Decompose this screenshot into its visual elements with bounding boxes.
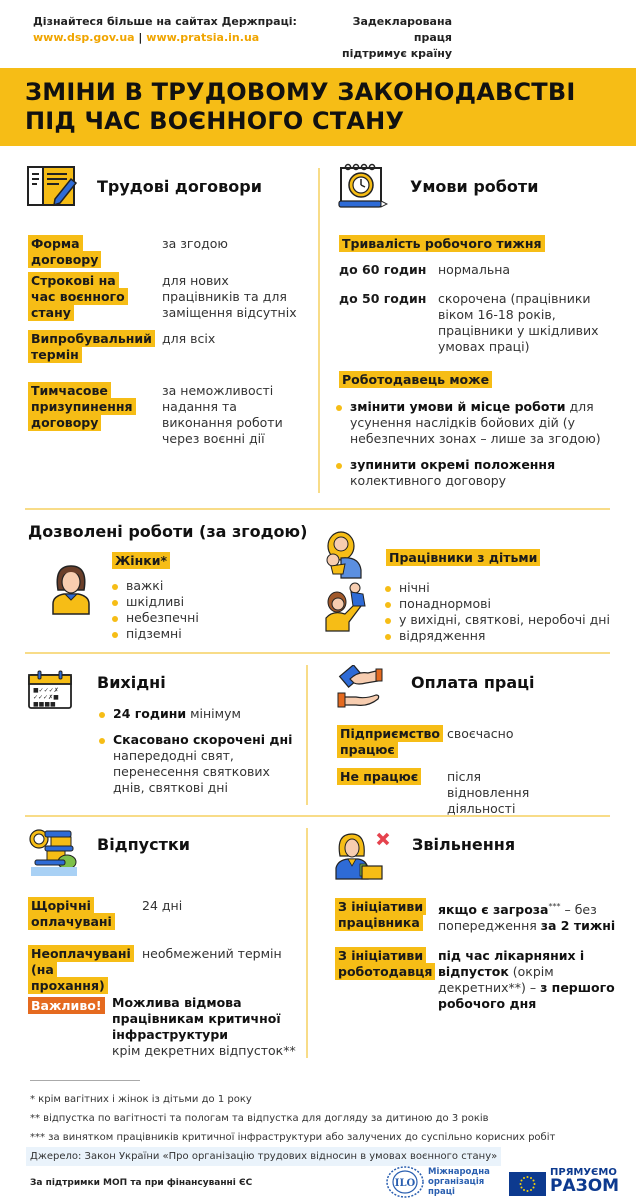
woman-avatar-icon	[50, 562, 92, 620]
vacations-row-label: Щорічні оплачувані	[28, 898, 108, 930]
calendar-clock-icon	[338, 163, 388, 215]
hours-value: скорочена (працівники віком 16-18 років, працівники у шкідливих умовах праці)	[438, 291, 599, 354]
eu-flag-icon	[509, 1172, 546, 1196]
list-item: відрядження	[383, 628, 610, 644]
payment-row-value: після відновлення діяльності	[447, 769, 530, 816]
important-badge: Важливо!	[28, 995, 105, 1014]
link-dsp[interactable]: www.dsp.gov.ua	[33, 31, 135, 44]
vacations-title: Відпустки	[97, 835, 190, 854]
slogan-line1: Задекларована праця	[352, 15, 452, 44]
vacations-row-value: необмежений термін	[142, 946, 282, 961]
dismissal-title: Звільнення	[412, 835, 516, 854]
hours-label: до 60 годин	[339, 262, 427, 277]
divider-v3	[306, 828, 308, 1058]
contracts-title: Трудові договори	[97, 177, 262, 196]
title-banner	[0, 68, 636, 146]
payment-title: Оплата праці	[411, 673, 535, 692]
list-item: 24 години мінімум	[97, 706, 297, 722]
important-rest-text: крім декретних відпусток**	[112, 1043, 296, 1058]
title-line1: ЗМІНИ В ТРУДОВОМУ ЗАКОНОДАВСТВІ	[25, 78, 576, 106]
dismissal-row-label: З ініціативи роботодавця	[335, 948, 431, 980]
allowed-work-title: Дозволені роботи (за згодою)	[28, 522, 308, 541]
list-item: підземні	[110, 626, 199, 642]
list-item: небезпечні	[110, 610, 199, 626]
contracts-row-label: Форма договору	[28, 236, 148, 268]
list-item: Скасовано скорочені дні напередодні свят, перенесення святкових днів, святкові дні	[97, 732, 297, 796]
contracts-row-label: Строкові на час воєнного стану	[28, 273, 143, 321]
important-note	[112, 995, 302, 1059]
footnote-separator	[30, 1080, 140, 1081]
source-citation: Джерело: Закон України «Про організацію трудових відносин в умовах воєнного стану»	[26, 1147, 501, 1166]
hours-value: нормальна	[438, 262, 511, 277]
women-items	[110, 578, 199, 642]
ilo-name: Міжнародна організація праці	[428, 1167, 490, 1197]
list-item: важкі	[110, 578, 199, 594]
page-title	[25, 78, 576, 136]
contract-pen-icon	[27, 165, 77, 211]
footnote-3: *** за винятком працівників критичної інфраструктури або залучених до суспільно корисних робіт	[30, 1132, 556, 1143]
divider-v1	[318, 168, 320, 493]
svg-text:ILO: ILO	[394, 1178, 416, 1189]
dismissal-row-value: якщо є загроза*** – без попередження за 2 тижні	[438, 902, 616, 934]
learn-more-block	[33, 14, 297, 46]
divider-v2	[306, 665, 308, 805]
money-hands-icon	[336, 665, 384, 713]
parents-items	[383, 580, 610, 644]
days-off-items	[97, 706, 297, 806]
calendar-check-icon	[27, 670, 73, 714]
dismissal-box-icon	[334, 830, 396, 884]
learn-more-text: Дізнайтеся більше на сайтах Держпраці:	[33, 15, 297, 28]
list-item: шкідливі	[110, 594, 199, 610]
important-bold-text: Можлива відмова працівникам критичної інфраструктури	[112, 995, 281, 1042]
link-separator: |	[138, 31, 143, 44]
slogan	[318, 14, 452, 62]
list-item: змінити умови й місце роботи для усунення наслідків бойових дій (у небезпечних зонах – лише за згодою)	[334, 399, 624, 447]
payment-row-label: Підприємство працює	[337, 726, 442, 758]
hours-label: до 50 годин	[339, 291, 427, 306]
svg-text:■■■■: ■■■■	[33, 701, 56, 708]
women-label: Жінки*	[112, 553, 170, 569]
week-duration-label: Тривалість робочого тижня	[339, 236, 545, 252]
parent-child-icon	[323, 530, 369, 636]
payment-row-label: Не працює	[337, 769, 421, 785]
footnotes	[30, 1090, 555, 1166]
list-item: у вихідні, святкові, неробочі дні	[383, 612, 610, 628]
dismissal-row-label: З ініціативи працівника	[335, 899, 425, 931]
dismissal-row-value: під час лікарняних і відпусток (окрім декретних**) – з першого робочого дня	[438, 948, 615, 1011]
slogan-line2: підтримує країну	[341, 47, 452, 60]
footnote-1: * крім вагітних і жінок із дітьми до 1 року	[30, 1094, 252, 1105]
title-line2: ПІД ЧАС ВОЄННОГО СТАНУ	[25, 107, 405, 135]
eu-slogan: ПРЯМУЄМО РАЗОМ	[550, 1167, 620, 1196]
contracts-row-value: за згодою	[162, 236, 228, 251]
list-item: зупинити окремі положення колективного договору	[334, 457, 624, 489]
payment-row-value: своєчасно	[447, 726, 514, 741]
days-off-title: Вихідні	[97, 673, 166, 692]
vacations-row-label: Неоплачувані (на прохання)	[28, 946, 128, 994]
footnote-2: ** відпустка по вагітності та пологам та відпустка для догляду за дитиною до 3 років	[30, 1113, 489, 1124]
vacation-beach-icon	[27, 827, 79, 881]
list-item: понаднормові	[383, 596, 610, 612]
work-conditions-title: Умови роботи	[410, 177, 539, 196]
list-item: нічні	[383, 580, 610, 596]
contracts-row-value: для нових працівників та для заміщення відсутніх	[162, 273, 297, 320]
employer-items	[334, 399, 624, 499]
employer-can-label: Роботодавець може	[339, 372, 492, 388]
divider-h2	[25, 652, 610, 654]
contracts-row-label: Тимчасове призупинення договору	[28, 383, 138, 431]
divider-h1	[25, 508, 610, 510]
contracts-row-value: для всіх	[162, 331, 216, 346]
vacations-row-value: 24 дні	[142, 898, 183, 913]
contracts-row-value: за неможливості надання та виконання роботи через воєнні дії	[162, 383, 283, 446]
ilo-logo-icon	[385, 1165, 425, 1200]
support-text: За підтримки МОП та при фінансуванні ЄС	[30, 1178, 253, 1188]
svg-text:✓✓✓✗■: ✓✓✓✗■	[33, 694, 59, 701]
contracts-row-label: Випробувальний термін	[28, 331, 153, 363]
svg-text:■✓✓✓✗: ■✓✓✓✗	[33, 687, 59, 694]
link-pratsia[interactable]: www.pratsia.in.ua	[146, 31, 260, 44]
parents-label: Працівники з дітьми	[386, 550, 540, 566]
